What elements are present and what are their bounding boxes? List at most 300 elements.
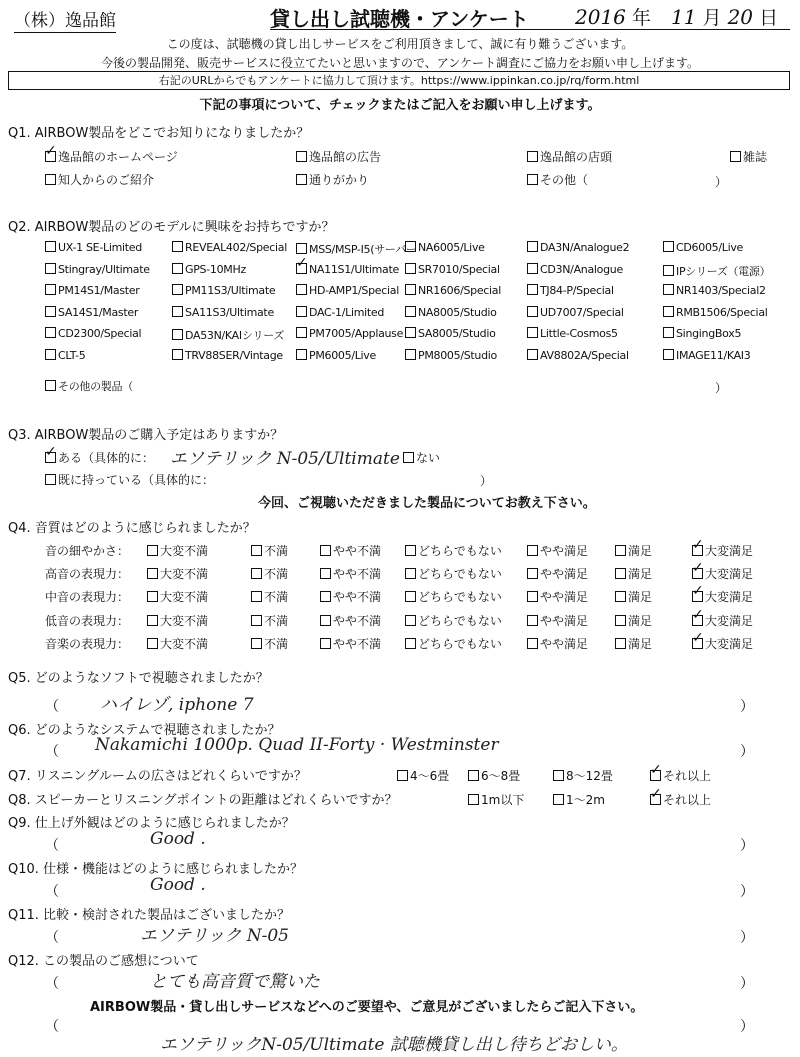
paren-close: ） <box>740 744 754 760</box>
checkbox-label: 大変不満 <box>160 567 209 582</box>
q2-model-option[interactable] <box>527 306 624 319</box>
checkbox[interactable] <box>405 306 416 317</box>
checkbox-label: その他の製品（ <box>58 380 133 393</box>
date-day-unit: 日 <box>759 7 779 29</box>
url-note: 右記のURLからでもアンケートに協力して頂けます。https://www.ippinkan.co.jp/rq/form.html <box>8 71 790 90</box>
checkbox[interactable] <box>405 545 416 556</box>
checkbox[interactable] <box>296 284 307 295</box>
q4-rating-option[interactable] <box>615 542 652 559</box>
checkbox[interactable] <box>147 638 158 649</box>
checkbox[interactable] <box>650 794 661 805</box>
q2-other-close: ） <box>715 381 728 395</box>
paren-close: ） <box>740 699 754 715</box>
checkbox-label: SA14S1/Master <box>58 305 139 319</box>
q2-model-option[interactable] <box>405 327 496 340</box>
q4-rating-option[interactable] <box>527 542 588 559</box>
q2-model-option[interactable] <box>663 306 768 319</box>
header-underline <box>270 29 790 30</box>
checkbox[interactable] <box>405 284 416 295</box>
checkbox[interactable] <box>320 545 331 556</box>
checkbox-label: 大変満足 <box>705 613 754 628</box>
q1-label: Q1. AIRBOW製品をどこでお知りになりましたか？ <box>8 126 310 141</box>
checkbox-label: 8～12畳 <box>566 769 613 783</box>
q4-rating-option[interactable] <box>692 542 753 559</box>
checkbox[interactable] <box>527 327 538 338</box>
q2-model-option[interactable] <box>172 241 287 254</box>
checkbox[interactable] <box>320 591 331 602</box>
checkbox[interactable] <box>251 545 262 556</box>
q4-rating-option[interactable] <box>320 542 381 559</box>
q2-model-option[interactable] <box>663 349 750 362</box>
q8-label: Q8. スピーカーとリスニングポイントの距離はどれくらいですか？ <box>8 793 398 808</box>
date-year-unit: 年 <box>631 7 651 29</box>
checkbox[interactable] <box>405 638 416 649</box>
q4-rating-option[interactable] <box>320 635 381 652</box>
q3-option-yes[interactable] <box>45 449 154 466</box>
checkbox-label: やや満足 <box>540 636 589 651</box>
checkbox[interactable] <box>251 638 262 649</box>
q9-label: Q9. 仕上げ外観はどのように感じられましたか？ <box>8 816 295 831</box>
checkbox[interactable] <box>527 241 538 252</box>
q4-rating-option[interactable] <box>251 588 288 605</box>
checkbox[interactable] <box>527 151 538 162</box>
q2-model-option[interactable] <box>527 327 618 340</box>
checkbox[interactable] <box>468 770 479 781</box>
q1-option[interactable] <box>527 171 588 188</box>
q7-room-size-option[interactable] <box>468 767 520 784</box>
checkbox-label: やや満足 <box>540 590 589 605</box>
q2-model-option[interactable] <box>172 306 274 319</box>
q4-rating-option[interactable] <box>320 588 381 605</box>
q2-model-option[interactable] <box>663 284 766 297</box>
checkbox[interactable] <box>527 174 538 185</box>
checkbox[interactable] <box>468 794 479 805</box>
checkbox-label: 不満 <box>264 567 289 582</box>
q5-answer[interactable]: ハイレゾ, iphone 7 <box>100 695 254 715</box>
checkbox[interactable] <box>45 284 56 295</box>
q2-model-option[interactable] <box>296 241 416 257</box>
checkbox[interactable] <box>553 770 564 781</box>
q4-row-label: 音楽の表現力： <box>45 636 130 651</box>
q4-rating-option[interactable] <box>147 612 208 629</box>
checkbox-label: PM6005/Live <box>309 349 376 362</box>
q1-option[interactable] <box>45 171 154 188</box>
q1-option[interactable] <box>730 148 767 165</box>
checkbox[interactable] <box>320 568 331 579</box>
q3-yes-answer[interactable]: エソテリック N-05/Ultimate <box>170 449 400 469</box>
checkbox-label: 大変満足 <box>705 544 754 558</box>
checkbox[interactable] <box>45 452 56 463</box>
checkbox[interactable] <box>553 794 564 805</box>
q4-rating-option[interactable] <box>527 588 588 605</box>
checkbox[interactable] <box>405 241 416 252</box>
checkbox[interactable] <box>296 263 307 274</box>
checkbox[interactable] <box>692 591 703 602</box>
checkbox[interactable] <box>296 327 307 338</box>
q12-label: Q12. この製品のご感想について <box>8 954 199 969</box>
paren-close: ） <box>740 884 754 900</box>
q4-rating-option[interactable] <box>320 612 381 629</box>
q4-rating-option[interactable] <box>251 542 288 559</box>
checkbox[interactable] <box>397 770 408 781</box>
checkbox[interactable] <box>663 306 674 317</box>
checkbox[interactable] <box>527 615 538 626</box>
checkbox[interactable] <box>527 284 538 295</box>
q4-rating-option[interactable] <box>147 588 208 605</box>
checkbox[interactable] <box>251 615 262 626</box>
q4-rating-option[interactable] <box>405 635 502 652</box>
checkbox[interactable] <box>663 349 674 360</box>
comments-heading: AIRBOW製品・貸し出しサービスなどへのご要望や、ご意見がございましたらご記入下さい。 <box>90 1000 644 1015</box>
q7-room-size-option[interactable] <box>397 767 449 784</box>
checkbox-label: やや不満 <box>333 636 382 651</box>
checkbox-label: 大変不満 <box>160 636 209 651</box>
q4-rating-option[interactable] <box>251 612 288 629</box>
q2-model-option[interactable] <box>296 306 384 319</box>
checkbox[interactable] <box>296 349 307 360</box>
checkbox-label: IPシリーズ（電源） <box>676 264 771 278</box>
checkbox[interactable] <box>663 241 674 252</box>
q2-other-option[interactable] <box>45 378 133 394</box>
checkbox[interactable] <box>527 545 538 556</box>
checkbox[interactable] <box>405 327 416 338</box>
q2-model-option[interactable] <box>45 284 139 297</box>
checkbox[interactable] <box>147 615 158 626</box>
checkbox[interactable] <box>405 349 416 360</box>
checkbox[interactable] <box>45 327 56 338</box>
paren-open: （ <box>45 699 59 715</box>
checkbox-label: 1～2m <box>566 793 605 807</box>
checkbox[interactable] <box>615 568 626 579</box>
checkbox-label: ある（具体的に： <box>58 451 155 465</box>
checkbox-label: 大変満足 <box>705 590 754 605</box>
checkbox-label: それ以上 <box>663 769 712 783</box>
q4-rating-option[interactable] <box>615 612 652 629</box>
q4-rating-option[interactable] <box>615 565 652 582</box>
checkbox-label: SA8005/Studio <box>418 327 496 341</box>
instruction-heading: 下記の事項について、チェックまたはご記入をお願い申し上げます。 <box>199 98 601 113</box>
checkbox[interactable] <box>650 770 661 781</box>
checkbox-label: どちらでもない <box>418 636 502 651</box>
checkbox[interactable] <box>172 306 183 317</box>
q3-owned-close: ） <box>480 474 493 488</box>
checkbox[interactable] <box>45 474 56 485</box>
date-year: 2016 <box>575 5 626 29</box>
q2-model-option[interactable] <box>405 263 500 276</box>
q3-option-no[interactable] <box>403 449 440 466</box>
checkbox[interactable] <box>45 380 56 391</box>
checkbox-label: PM7005/Applause <box>309 327 404 341</box>
section2-heading: 今回、ご視聴いただきました製品についてお教え下さい。 <box>258 496 596 511</box>
checkbox[interactable] <box>615 591 626 602</box>
checkbox[interactable] <box>692 568 703 579</box>
checkbox[interactable] <box>527 306 538 317</box>
q6-answer[interactable]: Nakamichi 1000p. Quad II-Forty · Westminster <box>95 735 499 755</box>
checkbox-label: どちらでもない <box>418 590 502 605</box>
checkbox-label: MSS/MSP-I5(サーバー <box>309 243 417 256</box>
q2-model-option[interactable] <box>45 306 138 319</box>
checkbox[interactable] <box>296 174 307 185</box>
date-month-unit: 月 <box>702 7 722 29</box>
checkbox[interactable] <box>527 638 538 649</box>
checkbox[interactable] <box>527 349 538 360</box>
checkbox[interactable] <box>730 151 741 162</box>
checkbox[interactable] <box>172 241 183 252</box>
checkbox-label: IMAGE11/KAI3 <box>676 349 751 362</box>
q2-model-option[interactable] <box>663 327 741 340</box>
checkbox-label: HD-AMP1/Special <box>309 284 399 298</box>
checkbox[interactable] <box>615 638 626 649</box>
checkbox[interactable] <box>663 327 674 338</box>
paren-open: （ <box>45 838 59 854</box>
checkbox-label: NA11S1/Ultimate <box>309 262 399 276</box>
checkbox-label: 逸品館のホームページ <box>58 150 178 164</box>
q4-rating-option[interactable] <box>405 612 502 629</box>
checkbox-label: やや不満 <box>333 544 382 558</box>
q2-model-option[interactable] <box>172 263 246 276</box>
q2-model-option[interactable] <box>172 349 283 362</box>
checkbox-label: 大変満足 <box>705 567 754 582</box>
checkbox[interactable] <box>45 241 56 252</box>
checkbox-label: 満足 <box>628 613 653 628</box>
checkbox[interactable] <box>45 263 56 274</box>
checkbox-label: 不満 <box>264 636 289 651</box>
survey-date <box>575 3 778 30</box>
checkbox[interactable] <box>45 349 56 360</box>
q2-model-option[interactable] <box>527 263 623 276</box>
checkbox[interactable] <box>296 243 307 254</box>
checkbox-label: PM14S1/Master <box>58 284 140 298</box>
checkbox-label: Stingray/Ultimate <box>58 262 150 276</box>
checkbox-label: SA11S3/Ultimate <box>185 305 274 319</box>
q8-distance-option[interactable] <box>553 791 605 808</box>
checkbox-label: どちらでもない <box>418 567 502 582</box>
q4-rating-option[interactable] <box>692 635 753 652</box>
checkbox-label: 雑誌 <box>743 150 768 164</box>
checkbox[interactable] <box>296 151 307 162</box>
q2-model-option[interactable] <box>172 284 275 297</box>
checkbox-label: PM8005/Studio <box>418 349 497 362</box>
q1-option[interactable] <box>45 148 178 165</box>
q2-model-option[interactable] <box>405 284 501 297</box>
checkbox[interactable] <box>527 568 538 579</box>
q2-model-option[interactable] <box>45 263 150 276</box>
checkbox-label: やや不満 <box>333 613 382 628</box>
paren-open: （ <box>45 884 59 900</box>
checkbox[interactable] <box>147 568 158 579</box>
checkbox[interactable] <box>405 615 416 626</box>
checkbox[interactable] <box>320 615 331 626</box>
q7-label: Q7. リスニングルームの広さはどれくらいですか？ <box>8 769 307 784</box>
q2-model-option[interactable] <box>405 349 497 362</box>
q2-model-option[interactable] <box>527 241 629 254</box>
checkbox[interactable] <box>527 263 538 274</box>
q2-model-option[interactable] <box>296 327 403 340</box>
checkbox[interactable] <box>615 615 626 626</box>
checkbox[interactable] <box>172 284 183 295</box>
checkbox-label: 満足 <box>628 544 653 558</box>
q10-answer[interactable]: Good . <box>150 875 206 895</box>
q4-rating-option[interactable] <box>320 565 381 582</box>
q4-rating-option[interactable] <box>147 565 208 582</box>
q4-rating-option[interactable] <box>251 635 288 652</box>
q1-option[interactable] <box>527 148 612 165</box>
checkbox-label: 満足 <box>628 590 653 605</box>
checkbox[interactable] <box>320 638 331 649</box>
checkbox-label: NA6005/Live <box>418 241 485 254</box>
checkbox-label: CD2300/Special <box>58 327 142 341</box>
intro-line-1: この度は、試聴機の貸し出しサービスをご利用頂きまして、誠に有り難うございます。 <box>166 37 634 51</box>
q1-option[interactable] <box>296 171 369 188</box>
q1-option[interactable] <box>296 148 381 165</box>
q4-rating-option[interactable] <box>405 588 502 605</box>
q2-model-option[interactable] <box>527 284 614 297</box>
checkbox-label: SingingBox5 <box>676 327 742 341</box>
q4-rating-option[interactable] <box>527 612 588 629</box>
q4-rating-option[interactable] <box>615 588 652 605</box>
q3-label: Q3. AIRBOW製品のご購入予定はありますか？ <box>8 428 284 443</box>
q4-rating-option[interactable] <box>615 635 652 652</box>
paren-close: ） <box>740 976 754 992</box>
q2-model-option[interactable] <box>172 327 284 343</box>
checkbox-label: DAC-1/Limited <box>309 305 385 319</box>
checkbox-label: 1m以下 <box>481 793 525 807</box>
checkbox-label: やや不満 <box>333 567 382 582</box>
q6-label: Q6. どのようなシステムで視聴されましたか？ <box>8 723 281 738</box>
q4-rating-option[interactable] <box>527 635 588 652</box>
q4-rating-option[interactable] <box>527 565 588 582</box>
checkbox[interactable] <box>251 568 262 579</box>
checkbox-label: CLT-5 <box>58 349 86 362</box>
paren-close: ） <box>740 1019 754 1035</box>
q9-answer[interactable]: Good . <box>150 829 206 849</box>
checkbox[interactable] <box>405 568 416 579</box>
checkbox-label: CD3N/Analogue <box>540 262 623 276</box>
q2-model-option[interactable] <box>45 349 85 362</box>
q8-distance-option[interactable] <box>650 791 711 808</box>
q2-model-option[interactable] <box>296 284 399 297</box>
q11-answer[interactable]: エソテリック N-05 <box>140 926 289 946</box>
q12-answer[interactable]: とても高音質で驚いた <box>150 972 320 992</box>
q2-model-option[interactable] <box>405 241 485 254</box>
checkbox[interactable] <box>405 591 416 602</box>
checkbox-label: UD7007/Special <box>540 305 624 319</box>
checkbox-label: 6～8畳 <box>481 769 521 783</box>
q4-rating-option[interactable] <box>692 612 753 629</box>
q4-rating-option[interactable] <box>692 588 753 605</box>
checkbox-label: 通りがかり <box>309 173 370 187</box>
q2-label: Q2. AIRBOW製品のどのモデルに興味をお持ちですか？ <box>8 220 335 235</box>
checkbox-label: NR1606/Special <box>418 284 502 298</box>
q2-model-option[interactable] <box>405 306 497 319</box>
checkbox[interactable] <box>663 284 674 295</box>
q4-rating-option[interactable] <box>405 565 502 582</box>
checkbox-label: どちらでもない <box>418 544 502 558</box>
q4-rating-option[interactable] <box>251 565 288 582</box>
paren-open: （ <box>45 1019 59 1035</box>
checkbox[interactable] <box>147 545 158 556</box>
q4-rating-option[interactable] <box>147 635 208 652</box>
checkbox-label: DA3N/Analogue2 <box>540 241 630 254</box>
q2-model-option[interactable] <box>663 241 743 254</box>
q3-option-owned[interactable] <box>45 471 214 488</box>
paren-open: （ <box>45 744 59 760</box>
q2-model-option[interactable] <box>45 241 142 254</box>
checkbox-label: 不満 <box>264 590 289 605</box>
q2-model-option[interactable] <box>296 263 399 276</box>
checkbox[interactable] <box>405 263 416 274</box>
checkbox-label: 大変不満 <box>160 613 209 628</box>
checkbox[interactable] <box>692 638 703 649</box>
checkbox-label: Little-Cosmos5 <box>540 327 618 341</box>
q8-distance-option[interactable] <box>468 791 524 808</box>
checkbox[interactable] <box>527 591 538 602</box>
q2-model-option[interactable] <box>527 349 629 362</box>
checkbox[interactable] <box>663 265 674 276</box>
checkbox-label: TJ84-P/Special <box>540 284 614 298</box>
q5-label: Q5. どのようなソフトで視聴されましたか？ <box>8 671 269 686</box>
checkbox[interactable] <box>615 545 626 556</box>
checkbox-label: 逸品館の店頭 <box>540 150 613 164</box>
checkbox-label: 大変不満 <box>160 590 209 605</box>
checkbox-label: 逸品館の広告 <box>309 150 382 164</box>
checkbox-label: NA8005/Studio <box>418 305 497 319</box>
checkbox[interactable] <box>403 452 414 463</box>
checkbox-label: やや満足 <box>540 544 589 558</box>
checkbox[interactable] <box>251 591 262 602</box>
q7-room-size-option[interactable] <box>650 767 711 784</box>
checkbox-label: PM11S3/Ultimate <box>185 284 276 298</box>
q4-rating-option[interactable] <box>147 542 208 559</box>
checkbox[interactable] <box>147 591 158 602</box>
checkbox-label: 不満 <box>264 613 289 628</box>
paren-close: ） <box>740 838 754 854</box>
page-title: 貸し出し試聴機・アンケート <box>270 7 529 31</box>
checkbox-label: UX-1 SE-Limited <box>58 241 142 254</box>
checkbox-label: 知人からのご紹介 <box>58 173 155 187</box>
q2-model-option[interactable] <box>663 263 770 279</box>
checkbox[interactable] <box>45 151 56 162</box>
comments-answer[interactable]: エソテリックN-05/Ultimate 試聴機貸し出し待ちどおしい。 <box>160 1035 628 1055</box>
checkbox[interactable] <box>45 306 56 317</box>
checkbox[interactable] <box>172 349 183 360</box>
checkbox[interactable] <box>172 263 183 274</box>
checkbox[interactable] <box>172 329 183 340</box>
checkbox[interactable] <box>296 306 307 317</box>
q2-model-option[interactable] <box>45 327 141 340</box>
intro-line-2: 今後の製品開発、販売サービスに役立てたいと思いますので、アンケート調査にご協力をお願い申し上げます。 <box>100 56 700 70</box>
checkbox-label: AV8802A/Special <box>540 349 629 362</box>
q10-label: Q10. 仕様・機能はどのように感じられましたか？ <box>8 862 304 877</box>
q7-room-size-option[interactable] <box>553 767 613 784</box>
checkbox[interactable] <box>692 545 703 556</box>
paren-open: （ <box>45 930 59 946</box>
q4-label: Q4. 音質はどのように感じられましたか？ <box>8 521 256 536</box>
checkbox-label: DA53N/KAIシリーズ <box>185 329 285 343</box>
paren-close: ） <box>740 930 754 946</box>
q4-rating-option[interactable] <box>405 542 502 559</box>
q2-model-option[interactable] <box>296 349 376 362</box>
checkbox-label: 既に持っている（具体的に： <box>58 473 215 487</box>
checkbox[interactable] <box>45 174 56 185</box>
checkbox[interactable] <box>692 615 703 626</box>
checkbox-label: 4～6畳 <box>410 769 450 783</box>
checkbox-label: 満足 <box>628 636 653 651</box>
checkbox-label: 不満 <box>264 544 289 558</box>
q4-rating-option[interactable] <box>692 565 753 582</box>
q4-row-label: 高音の表現力： <box>45 567 130 582</box>
checkbox-label: その他（ <box>540 173 589 187</box>
